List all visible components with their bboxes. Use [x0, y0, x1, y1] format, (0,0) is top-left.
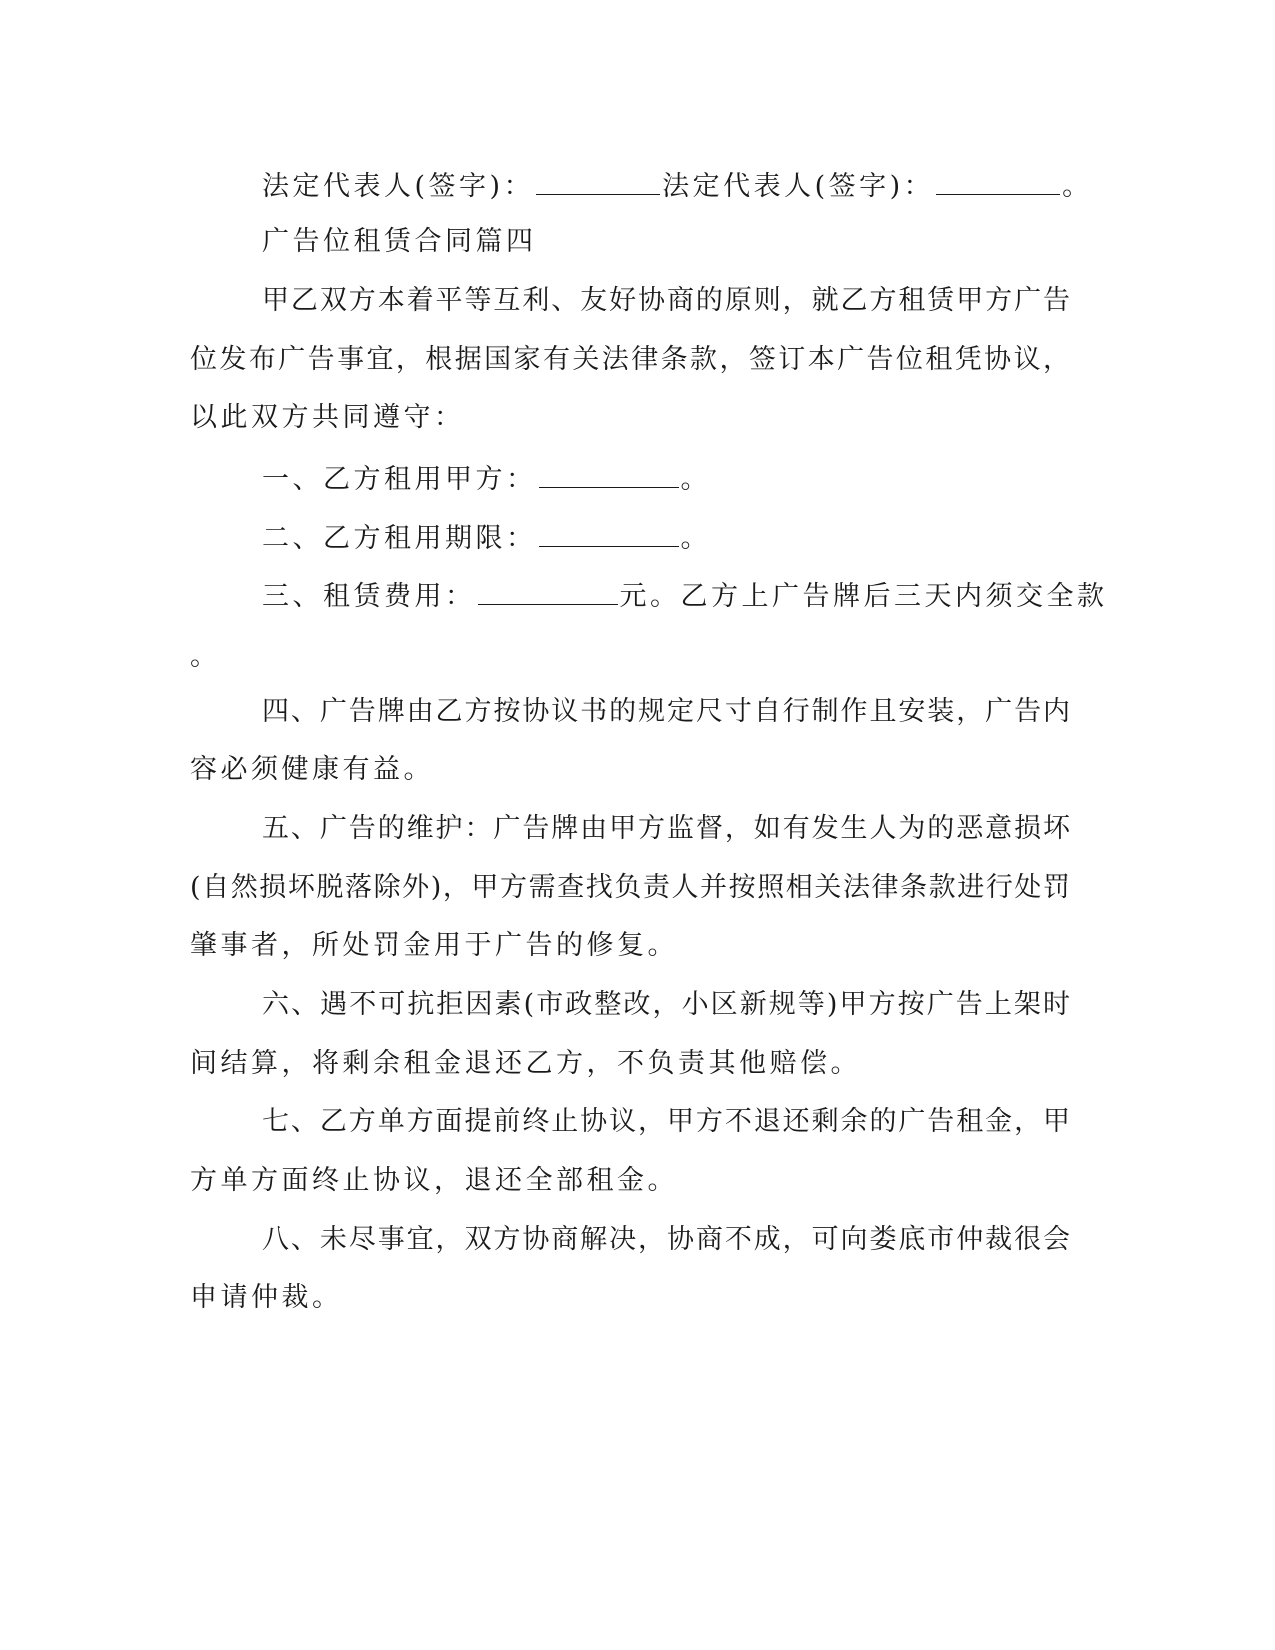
clause-1-text: 一、乙方租用甲方：	[262, 464, 537, 495]
intro-paragraph-line-3: 以此双方共同遵守：	[190, 402, 465, 433]
clause-7-line-1: 七、乙方单方面提前终止协议，甲方不退还剩余的广告租金，甲	[262, 1106, 1070, 1137]
clause-1-blank	[539, 457, 679, 488]
clause-4-line-1: 四、广告牌由乙方按协议书的规定尺寸自行制作且安装，广告内	[262, 696, 1070, 727]
clause-2-text: 二、乙方租用期限：	[262, 523, 537, 554]
clause-6-line-2: 间结算，将剩余租金退还乙方，不负责其他赔偿。	[190, 1048, 861, 1079]
clause-3-blank	[478, 574, 618, 605]
clause-5-line-3: 肇事者，所处罚金用于广告的修复。	[190, 930, 678, 961]
party-a-signature-label: 法定代表人(签字)：	[262, 171, 535, 202]
clause-2-end: 。	[680, 523, 711, 554]
clause-8-line-2: 申请仲裁。	[190, 1282, 343, 1313]
intro-paragraph-line-1: 甲乙双方本着平等互利、友好协商的原则，就乙方租赁甲方广告	[262, 285, 1070, 316]
intro-paragraph-line-2: 位发布广告事宜，根据国家有关法律条款，签订本广告位租凭协议，	[190, 344, 1070, 375]
clause-1-end: 。	[680, 464, 711, 495]
clause-3	[262, 574, 1108, 614]
clause-6-line-1: 六、遇不可抗拒因素(市政整改，小区新规等)甲方按广告上架时	[262, 989, 1070, 1020]
clause-2-blank	[539, 516, 679, 547]
section-title: 广告位租赁合同篇四	[262, 226, 537, 257]
clause-2	[262, 516, 1070, 556]
clause-8-line-1: 八、未尽事宜，双方协商解决，协商不成，可向娄底市仲裁很会	[262, 1224, 1070, 1255]
clause-5-line-2: (自然损坏脱落除外)，甲方需查找负责人并按照相关法律条款进行处罚	[190, 872, 1070, 903]
clause-4-line-2: 容必须健康有益。	[190, 754, 434, 785]
party-b-signature-label: 法定代表人(签字)：	[662, 171, 935, 202]
signature-line	[262, 164, 1093, 204]
party-b-signature-blank	[936, 164, 1060, 195]
clause-3-text: 三、租赁费用：	[262, 581, 476, 612]
clause-7-line-2: 方单方面终止协议，退还全部租金。	[190, 1165, 678, 1196]
clause-5-line-1: 五、广告的维护：广告牌由甲方监督，如有发生人为的恶意损坏	[262, 813, 1070, 844]
clause-1	[262, 457, 1070, 497]
signature-end-mark: 。	[1062, 171, 1093, 202]
clause-3-rest: 元。乙方上广告牌后三天内须交全款	[619, 581, 1108, 612]
clause-3-continuation: 。	[190, 641, 221, 672]
party-a-signature-blank	[536, 164, 660, 195]
